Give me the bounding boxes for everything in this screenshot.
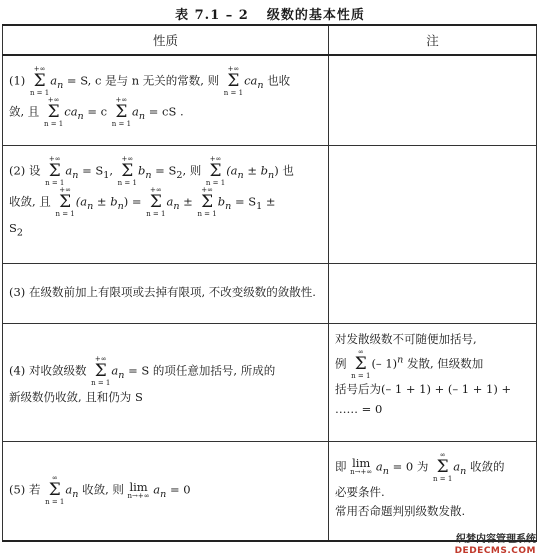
note-4: 对发散级数不可随便加括号, 例 ∞ Σ n = 1 (– 1)$^n$ 发散, 但级数加 括号后为(– 1 + 1) + (– 1 + 1) + …… = 0 bbox=[329, 323, 537, 441]
note-1 bbox=[329, 55, 537, 145]
sum-symbol: +∞ Σ n = 1 bbox=[29, 65, 50, 97]
note-2 bbox=[329, 145, 537, 263]
watermark-line2: DEDECMS.COM bbox=[454, 545, 536, 556]
property-2: (2) 设 +∞ Σ n = 1 $a_n = S_1$, +∞ Σ n = 1 $b_n = S_2$, 则 +∞ Σ n = 1 $(a_n \pm b_n)$ 也 收敛, 且 +∞ Σ n = 1 $(a_n \pm b_n)$ = +∞ Σ n = 1 $a_n$ ± +∞ Σ n = 1 $b_n = S_1$ ± $S_2$ bbox=[3, 145, 329, 263]
sum-symbol: +∞ Σ n = 1 bbox=[43, 96, 64, 128]
sum-symbol: +∞ Σ n = 1 bbox=[111, 96, 132, 128]
table-row bbox=[3, 55, 537, 145]
sum-symbol: +∞ Σ n = 1 bbox=[223, 65, 244, 97]
watermark-line1: 织梦内容管理系统 bbox=[456, 534, 536, 546]
note-5: 即 lim n→+∞ $a_n = 0$ 为 ∞ Σ n = 1 $a_n$ 收敛的 必要条件. 常用否命题判别级数发散. bbox=[329, 441, 537, 541]
header-property: 性质 bbox=[3, 25, 329, 55]
table-row bbox=[3, 323, 537, 441]
header-row bbox=[3, 25, 537, 55]
table-row bbox=[3, 145, 537, 263]
watermark bbox=[455, 534, 536, 556]
table-caption: 级数的基本性质 bbox=[266, 8, 365, 23]
table-title bbox=[0, 4, 540, 23]
table-row bbox=[3, 263, 537, 323]
note-3 bbox=[329, 263, 537, 323]
table-row bbox=[3, 441, 537, 541]
header-note: 注 bbox=[329, 25, 537, 55]
properties-table bbox=[2, 24, 537, 542]
property-1: (1) +∞ Σ n = 1 $a_n = S$, c 是与 n 无关的常数, 则 +∞ Σ n = 1 $ca_n$ 也收 敛, 且 +∞ Σ n = 1 $ca_n = c$ +∞ Σ n = 1 $a_n$ = cS . bbox=[3, 55, 329, 145]
property-4: (4) 对收敛级数 +∞ Σ n = 1 $a_n = S$ 的项任意加括号, 所成的 新级数仍收敛, 且和仍为 S bbox=[3, 323, 329, 441]
property-3: (3) 在级数前加上有限项或去掉有限项, 不改变级数的敛散性. bbox=[3, 263, 329, 323]
property-5: (5) 若 ∞ Σ n = 1 $a_n$ 收敛, 则 lim n→+∞ $a_n = 0$ bbox=[3, 441, 329, 541]
table-number: 表 7.1 – 2 bbox=[175, 8, 249, 23]
